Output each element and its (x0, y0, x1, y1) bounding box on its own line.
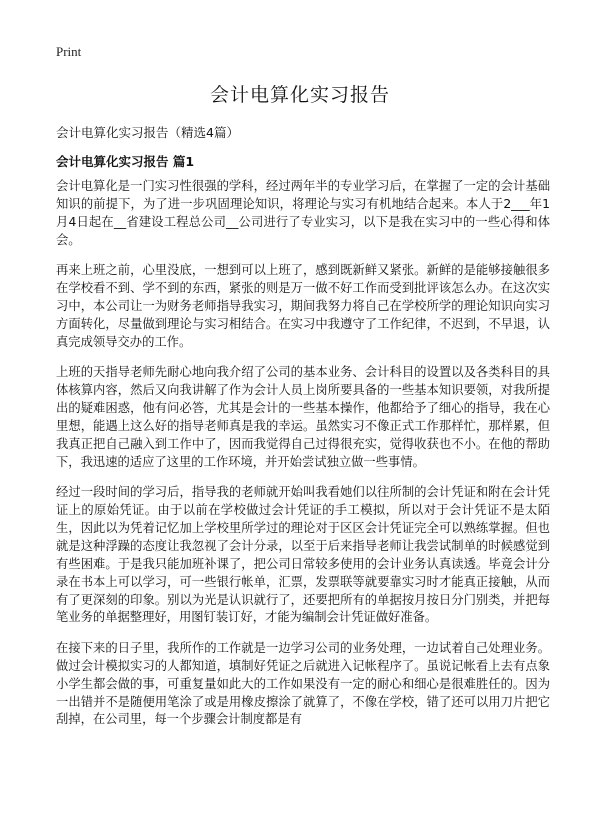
body-paragraph: 经过一段时间的学习后，指导我的老师就开始叫我看她们以往所制的会计凭证和附在会计凭证上的原始凭证。由于以前在学校做过会计凭证的手工模拟，所以对于会计凭证不是太陌生，因此以为凭着记忆加上学校里所学过的理论对于区区会计凭证完全可以熟练掌握。但也就是这种浮躁的态度让我忽视了会计分录，以至于后来指导老师让我尝试制单的时候感觉到有些困难。于是我只能加班补课了，把公司日常较多使用的会计业务认真读透。毕竟会计分录在书本上可以学习，可一些银行帐单，汇票，发票联等就要靠实习时才能真正接触，从而有了更深刻的印象。别以为光是认识就行了，还要把所有的单据按月按日分门别类，并把每笔业务的单据整理好，用图钉装订好，才能为编制会计凭证做好准备。 (56, 485, 550, 625)
print-link[interactable]: Print (56, 44, 82, 59)
document-subtitle: 会计电算化实习报告（精选4篇） (56, 125, 239, 140)
body-paragraph: 上班的天指导老师先耐心地向我介绍了公司的基本业务、会计科目的设置以及各类科目的具体核算内容，然后又向我讲解了作为会计人员上岗所要具备的一些基本知识要领，对我所提出的疑难困惑，他有问必答，尤其是会计的一些基本操作，他都给予了细心的指导，我在心里想，能遇上这么好的指导老师真是我的幸运。虽然实习不像正式工作那样忙，那样累，但我真正把自己融入到工作中了，因而我觉得自己过得很充实，觉得收获也不小。在他的帮助下，我迅速的适应了这里的工作环境，并开始尝试独立做一些事情。 (56, 365, 550, 469)
body-paragraph: 在接下来的日子里，我所作的工作就是一边学习公司的业务处理，一边试着自己处理业务。做过会计模拟实习的人都知道，填制好凭证之后就进入记帐程序了。虽说记帐看上去有点象小学生都会做的事，可重复量如此大的工作如果没有一定的耐心和细心是很难胜任的。因为一出错并不是随便用笔涂了或是用橡皮擦涂了就算了，不像在学校，错了还可以用刀片把它刮掉，在公司里，每一个步骤会计制度都是有 (56, 640, 550, 727)
document-body (56, 178, 550, 742)
document-title: 会计电算化实习报告 (209, 84, 390, 106)
section-heading: 会计电算化实习报告 篇1 (56, 154, 195, 169)
body-paragraph: 会计电算化是一门实习性很强的学科，经过两年半的专业学习后，在掌握了一定的会计基础知识的前提下，为了进一步巩固理论知识，将理论与实习有机地结合起来。本人于2___年1月4日起在__省建设工程总公司__公司进行了专业实习，以下是我在实习中的一些心得和体会。 (56, 179, 550, 247)
body-paragraph: 再来上班之前，心里没底，一想到可以上班了，感到既新鲜又紧张。新鲜的是能够接触很多在学校看不到、学不到的东西，紧张的则是万一做不好工作而受到批评该怎么办。在这次实习中，本公司让一为财务老师指导我实习，期间我努力将自己在学校所学的理论知识向实习方面转化，尽量做到理论与实习相结合。在实习中我遵守了工作纪律，不迟到，不早退，认真完成领导交办的工作。 (56, 263, 550, 349)
